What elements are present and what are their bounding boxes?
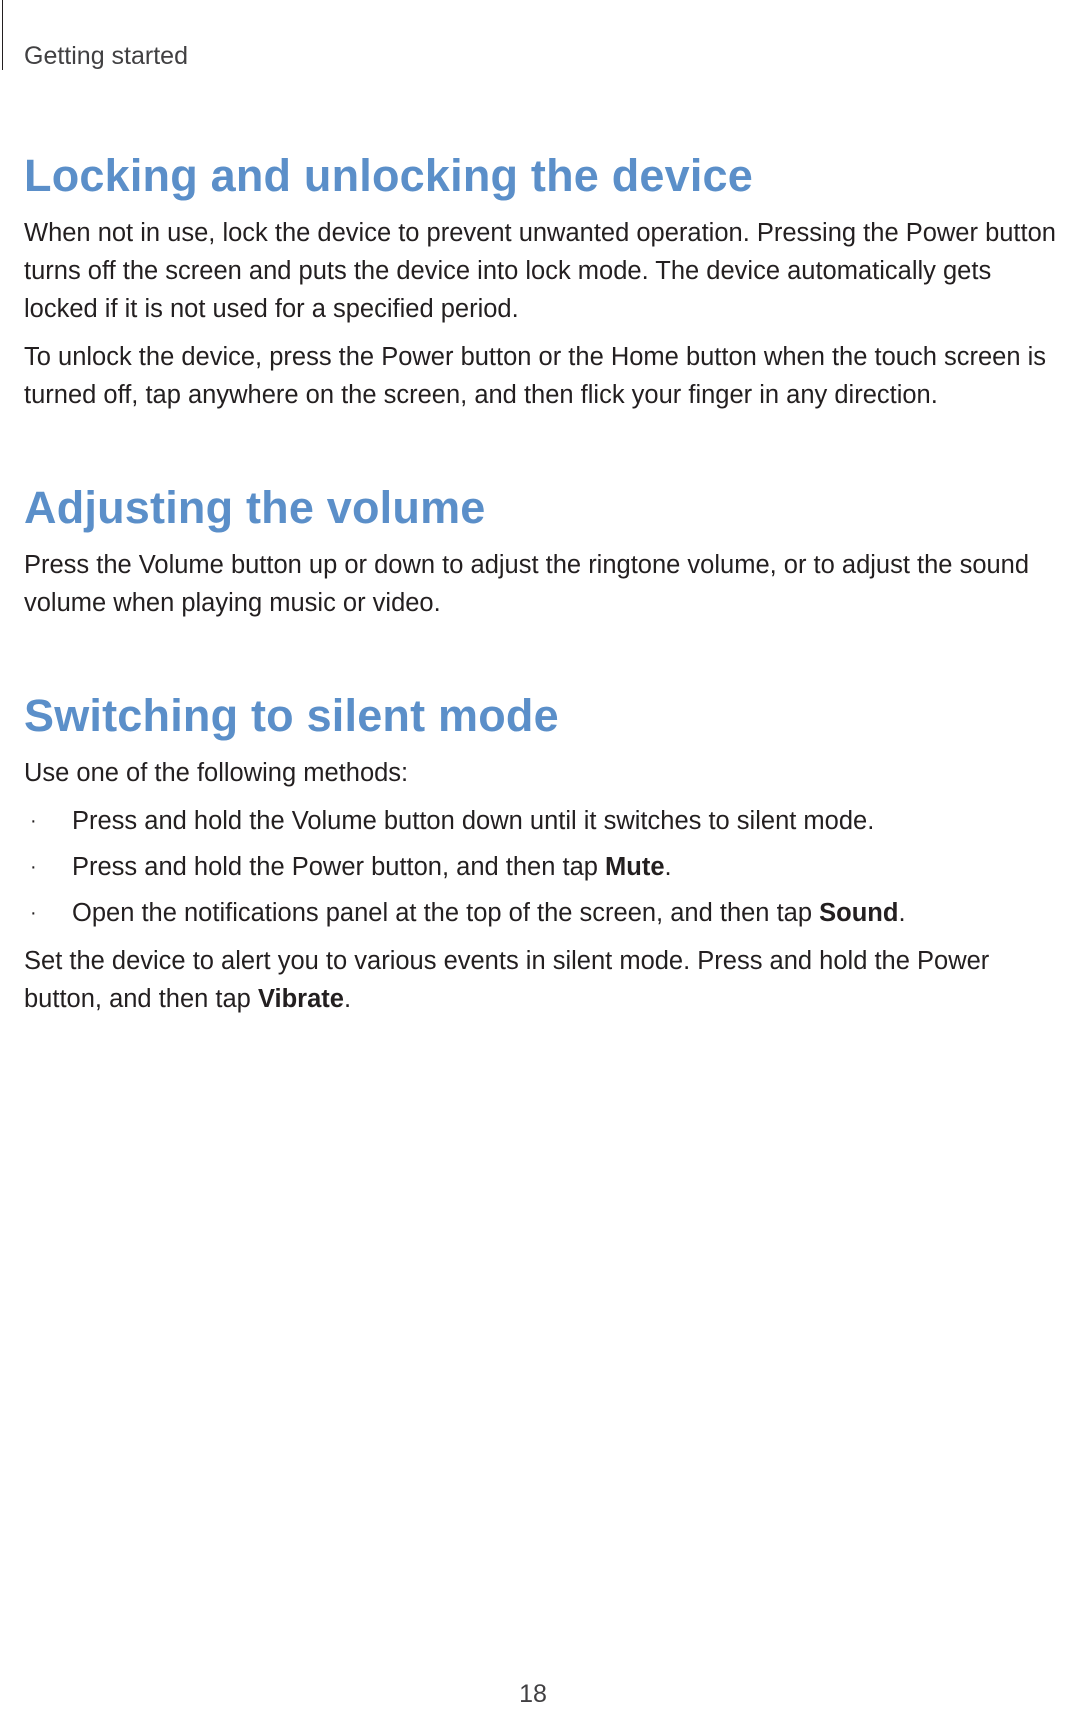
list-item-text: Press and hold the Volume button down until it switches to silent mode. (72, 807, 875, 835)
section-heading-silent-mode: Switching to silent mode (24, 690, 559, 741)
closing-text: Set the device to alert you to various events in silent mode. Press and hold the Power button, and then tap (24, 947, 990, 1013)
page-number: 18 (519, 1680, 547, 1708)
page-content (24, 148, 1064, 1028)
paragraph-silent-closing (24, 942, 1064, 1018)
bullet-icon: · (30, 902, 37, 924)
list-item (24, 802, 1064, 840)
closing-emphasis: Vibrate (257, 985, 344, 1013)
list-item-end: . (898, 899, 906, 927)
list-item-text: Open the notifications panel at the top of the screen, and then tap (72, 899, 820, 927)
section-heading-locking: Locking and unlocking the device (24, 150, 754, 201)
list-item (24, 848, 1064, 886)
paragraph-volume-1: Press the Volume button up or down to adjust the ringtone volume, or to adjust the sound volume when playing music or video. (24, 551, 1030, 617)
paragraph-silent-intro: Use one of the following methods: (24, 759, 409, 787)
list-item-emphasis: Mute (605, 853, 665, 881)
page-edge-rule (2, 0, 3, 70)
paragraph-locking-1: When not in use, lock the device to prevent unwanted operation. Pressing the Power button turns off the screen and puts the device into lock mode. The device automatically gets locked if it is not used for a specified period. (24, 219, 1056, 323)
bullet-icon: · (30, 810, 37, 832)
list-item (24, 894, 1064, 932)
methods-list (24, 802, 1064, 932)
list-item-emphasis: Sound (819, 899, 899, 927)
section-heading-volume: Adjusting the volume (24, 482, 486, 533)
list-item-end: . (664, 853, 672, 881)
closing-end: . (343, 985, 352, 1013)
list-item-text: Press and hold the Power button, and then tap (72, 853, 606, 881)
paragraph-locking-2: To unlock the device, press the Power button or the Home button when the touch screen is turned off, tap anywhere on the screen, and then flick your finger in any direction. (24, 343, 1047, 409)
bullet-icon: · (30, 856, 37, 878)
running-head: Getting started (24, 42, 188, 70)
